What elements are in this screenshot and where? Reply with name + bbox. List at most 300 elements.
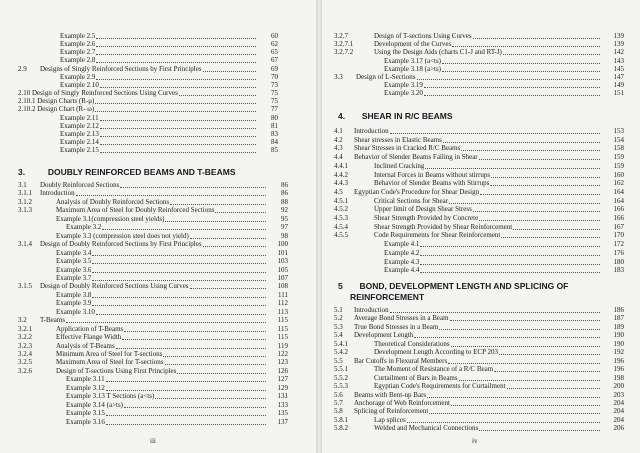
toc-leader-dots	[491, 177, 600, 178]
toc-entry-page: 62	[271, 40, 278, 49]
toc-entry-page: 204	[613, 415, 624, 424]
toc-entry-number: 4.5.4	[334, 222, 348, 231]
toc-entry-title: Design of L-Sections	[356, 73, 416, 81]
toc-entry-page: 86	[281, 181, 288, 189]
toc-entry-page: 172	[613, 240, 624, 249]
toc-entry-number: 5.8.1	[334, 415, 348, 424]
toc-entry-page: 206	[613, 424, 624, 433]
toc-entry-number: 5.8.2	[334, 424, 348, 433]
toc-leader-dots	[163, 356, 266, 357]
toc-leader-dots	[179, 95, 256, 96]
chapter-title: BOND, DEVELOPMENT LENGTH AND SPLICING OF	[359, 281, 569, 291]
toc-entry-title: Example 3.6	[56, 265, 92, 274]
toc-entry-page: 60	[271, 32, 278, 40]
toc-entry-page: 80	[271, 113, 278, 122]
toc-entry-page: 153	[613, 127, 624, 135]
toc-entry-page: 123	[277, 358, 288, 367]
toc-entry-number: 3.1.4	[18, 240, 32, 249]
toc-leader-dots	[96, 79, 256, 80]
toc-entry-title: Introduction	[354, 306, 389, 314]
toc-entry-title: Code Requirements for Shear Reinforcement	[374, 231, 501, 240]
toc-entry-title: Upper limit of Design Shear Stress	[374, 205, 472, 214]
toc-leader-dots	[479, 220, 600, 221]
toc-leader-dots	[122, 339, 266, 340]
toc-leader-dots	[170, 204, 266, 205]
toc-entry-title: Example 3.8	[56, 290, 92, 299]
toc-entry-page: 115	[277, 324, 288, 333]
toc-entry-page: 160	[613, 170, 624, 179]
toc-leader-dots	[490, 185, 600, 186]
toc-entry-title: 2.10.1 Design Charts (R-μ)	[18, 97, 95, 106]
toc-entry-title: Beams with Bent-up Bars	[354, 390, 427, 399]
toc-leader-dots	[66, 322, 266, 323]
toc-entry-page: 196	[613, 365, 624, 374]
toc-entry-page: 131	[277, 392, 288, 401]
page-number-footer: iv	[472, 437, 478, 445]
toc-entry-title: Development Length	[354, 331, 414, 340]
toc-entry-number: 4.4.1	[334, 161, 348, 170]
toc-entry	[322, 197, 632, 206]
toc-leader-dots	[420, 246, 600, 247]
toc-entry-number: 4.3	[334, 144, 343, 153]
toc-entry-page: 164	[613, 187, 624, 196]
toc-entry-title: Development of the Curves	[374, 40, 452, 49]
toc-entry-number: 5.2	[334, 314, 343, 323]
toc-leader-dots	[106, 424, 266, 425]
toc-entry-number: 3.2.4	[18, 350, 32, 358]
toc-entry-title: Example 3.11	[66, 375, 105, 384]
toc-entry-title: Application of T-Beams	[56, 324, 124, 333]
toc-entry-title: Minimum Area of Steel for T-sections	[56, 350, 163, 358]
toc-entry-page: 126	[277, 366, 288, 375]
toc-leader-dots	[420, 255, 600, 256]
toc-entry-number: 3.2	[18, 316, 27, 325]
toc-entry-page: 166	[613, 205, 624, 214]
toc-entry-title: Theoretical Considerations	[374, 339, 450, 348]
toc-leader-dots	[494, 371, 600, 372]
toc-entry-title: Introduction	[354, 127, 389, 135]
toc-leader-dots	[106, 390, 266, 391]
toc-entry-page: 167	[613, 222, 624, 231]
toc-entry-page: 107	[277, 273, 288, 282]
toc-entry-title: Example 2.9	[60, 72, 96, 81]
toc-entry-title: Maximum Area of Steel for T-sections	[56, 358, 164, 367]
toc-entry-page: 145	[613, 64, 624, 73]
toc-leader-dots	[420, 264, 600, 265]
toc-entry-page: 73	[271, 80, 278, 89]
toc-leader-dots	[92, 280, 266, 281]
toc-entry-title: Critical Sections for Shear	[374, 196, 449, 205]
toc-entry-page: 198	[613, 373, 624, 382]
toc-leader-dots	[450, 320, 600, 321]
toc-entry-title: Behavior of Slender Beams Failing in Shear	[354, 153, 478, 162]
toc-entry-page: 162	[613, 179, 624, 188]
toc-entry-title: Example 3.9	[56, 299, 92, 308]
toc-leader-dots	[429, 413, 600, 414]
toc-entry-page: 187	[613, 314, 624, 323]
toc-leader-dots	[507, 388, 600, 389]
toc-entry-page: 192	[613, 348, 624, 357]
toc-leader-dots	[116, 348, 266, 349]
toc-entry-title: Design of T-sections Using First Principles	[56, 366, 177, 375]
toc-leader-dots	[513, 229, 600, 230]
toc-leader-dots	[124, 407, 266, 408]
toc-leader-dots	[96, 38, 256, 39]
toc-entry-number: 5.5.1	[334, 365, 348, 374]
toc-entry-page: 200	[613, 382, 624, 391]
toc-entry-page: 190	[613, 331, 624, 340]
toc-entry	[322, 144, 632, 153]
toc-entry	[0, 418, 310, 427]
chapter-5-heading	[338, 281, 568, 292]
toc-entry-title: Analysis of T-Beams	[56, 341, 115, 350]
toc-leader-dots	[203, 246, 266, 247]
toc-entry-page: 119	[277, 341, 288, 350]
toc-leader-dots	[442, 63, 600, 64]
toc-entry-title: Designs of Singly Reinforced Sections by First Principles	[40, 64, 202, 73]
toc-leader-dots	[479, 159, 600, 160]
toc-leader-dots	[442, 71, 600, 72]
toc-leader-dots	[92, 272, 266, 273]
toc-entry-title: True Bond Stresses in a Beam	[354, 322, 439, 331]
toc-entry-page: 88	[281, 197, 288, 206]
toc-entry-page: 186	[613, 306, 624, 314]
toc-entry	[322, 162, 632, 171]
toc-entry-page: 115	[277, 316, 288, 325]
toc-entry-title: Anchorage of Web Reinforcement	[354, 398, 450, 407]
toc-entry-title: Example 2.14	[60, 137, 99, 146]
toc-entry	[322, 179, 632, 188]
toc-leader-dots	[420, 272, 600, 273]
toc-entry-number: 3.1.5	[18, 282, 32, 291]
toc-leader-dots	[96, 54, 256, 55]
toc-entry-number: 3.2.3	[18, 341, 32, 350]
toc-entry-title: Development Length According to ECP 203	[374, 348, 498, 357]
toc-entry-page: 159	[613, 153, 624, 162]
toc-entry-page: 183	[613, 266, 624, 275]
toc-entry-page: 86	[281, 189, 288, 198]
toc-entry	[322, 214, 632, 223]
toc-entry-page: 97	[281, 223, 288, 232]
toc-entry-title: Welded and Mechanical Connections	[374, 424, 479, 433]
toc-entry-page: 135	[277, 409, 288, 418]
toc-entry-number: 3.2.7.2	[334, 48, 354, 57]
page-number-footer: iii	[150, 437, 156, 445]
toc-entry-number: 4.5.1	[334, 196, 348, 205]
toc-leader-dots	[451, 346, 600, 347]
toc-leader-dots	[120, 187, 266, 188]
toc-leader-dots	[417, 79, 601, 80]
toc-entry-page: 139	[613, 32, 624, 40]
chapter-number: 4.	[338, 111, 346, 121]
toc-entry-title: Example 3.1(compression steel yields)	[56, 214, 165, 223]
toc-entry	[322, 171, 632, 180]
toc-entry-number: 3.1.2	[18, 197, 32, 206]
toc-leader-dots	[100, 136, 256, 137]
toc-leader-dots	[92, 255, 266, 256]
toc-leader-dots	[203, 71, 256, 72]
toc-leader-dots	[448, 363, 600, 364]
toc-leader-dots	[461, 150, 600, 151]
toc-entry-page: 196	[613, 356, 624, 365]
toc-entry-number: 4.4.3	[334, 179, 348, 188]
toc-entry-title: Example 2.15	[60, 146, 99, 155]
toc-leader-dots	[443, 142, 600, 143]
toc-leader-dots	[459, 380, 600, 381]
toc-entry-number: 3.2.6	[18, 366, 32, 375]
toc-leader-dots	[102, 229, 266, 230]
toc-entry-title: 2.10 Design of Singly Reinforced Sections Using Curves	[18, 89, 178, 98]
toc-entry-page: 204	[613, 407, 624, 416]
toc-entry-number: 4.5	[334, 187, 343, 196]
toc-entry-number: 4.2	[334, 135, 343, 144]
toc-entry-number: 3.2.7	[334, 32, 348, 40]
toc-leader-dots	[190, 238, 266, 239]
toc-leader-dots	[106, 381, 266, 382]
toc-entry-title: Example 4.2	[384, 248, 420, 257]
toc-leader-dots	[100, 87, 256, 88]
toc-leader-dots	[92, 263, 266, 264]
toc-entry-number: 3.2.1	[18, 324, 32, 333]
toc-leader-dots	[452, 46, 600, 47]
toc-entry-page: 147	[613, 73, 624, 81]
toc-leader-dots	[499, 354, 600, 355]
toc-entry	[322, 188, 632, 197]
chapter-number: 5	[338, 281, 343, 291]
toc-entry-title: Example 3.12	[66, 383, 105, 392]
toc-leader-dots	[124, 331, 266, 332]
toc-entry-number: 5.1	[334, 306, 343, 314]
toc-leader-dots	[480, 194, 600, 195]
toc-entry-title: Behavior of Slender Beams with Stirrups	[374, 179, 490, 188]
toc-entry-number: 3.2.5	[18, 358, 32, 367]
toc-entry	[322, 424, 632, 433]
toc-leader-dots	[100, 144, 256, 145]
toc-entry-number: 3.2.2	[18, 333, 32, 342]
toc-entry-title: Effective Flange Width	[56, 333, 122, 342]
toc-entry-page: 67	[271, 56, 278, 65]
toc-entry-title: 2.10.2 Design Chart (R- ω)	[18, 105, 95, 114]
toc-entry	[322, 240, 632, 249]
toc-leader-dots	[100, 152, 256, 153]
toc-entry-title: Lap splices	[374, 415, 406, 424]
toc-entry-page: 98	[281, 231, 288, 240]
toc-entry	[322, 205, 632, 214]
toc-entry-title: Example 4.4	[384, 266, 420, 275]
toc-entry-title: Example 2.13	[60, 129, 99, 138]
toc-entry-number: 5.6	[334, 390, 343, 399]
toc-entry	[322, 258, 632, 267]
toc-entry-number: 5.3	[334, 322, 343, 331]
toc-entry-page: 113	[277, 307, 288, 316]
toc-entry-page: 164	[613, 196, 624, 205]
toc-entry-title: Example 3.7	[56, 273, 92, 282]
chapter-5-heading-line2	[350, 292, 424, 303]
toc-entry-page: 105	[277, 265, 288, 274]
toc-entry-page: 85	[271, 146, 278, 155]
toc-entry-title: Example 3.2	[66, 223, 102, 232]
toc-entry-title: Example 2.12	[60, 121, 99, 130]
toc-leader-dots	[165, 221, 266, 222]
toc-leader-dots	[451, 405, 600, 406]
toc-entry-page: 92	[281, 206, 288, 215]
toc-entry-title: Splicing of Reinforcement	[354, 407, 429, 416]
toc-entry-page: 103	[277, 257, 288, 266]
toc-entry-page: 203	[613, 390, 624, 399]
toc-leader-dots	[215, 212, 266, 213]
toc-entry-title: Example 2.8	[60, 56, 96, 65]
toc-entry-number: 3.3	[334, 73, 343, 81]
toc-entry-page: 95	[281, 214, 288, 223]
toc-entry-number: 4.4.2	[334, 170, 348, 179]
toc-entry-page: 100	[277, 240, 288, 249]
chapter-3-heading	[18, 167, 236, 178]
toc-entry-page: 83	[271, 129, 278, 138]
toc-entry-number: 5.4	[334, 331, 343, 340]
toc-entry-title: Example 3.20	[384, 89, 423, 98]
toc-entry-page: 115	[277, 333, 288, 342]
toc-entry-page: 122	[277, 350, 288, 358]
toc-entry-number: 4.5.2	[334, 205, 348, 214]
toc-entry-page: 69	[271, 64, 278, 73]
toc-entry-number: 5.4.2	[334, 348, 348, 357]
toc-entry-page: 137	[277, 417, 288, 426]
toc-entry-number: 2.9	[18, 64, 27, 73]
toc-entry	[322, 266, 632, 275]
toc-entry-title: The Moment of Resistance of a R/C Beam	[374, 365, 494, 374]
toc-entry	[322, 223, 632, 232]
toc-entry	[322, 249, 632, 258]
toc-entry-number: 5.5.3	[334, 382, 348, 391]
toc-entry-number: 3.1	[18, 181, 27, 189]
toc-entry-page: 189	[613, 322, 624, 331]
toc-entry-page: 154	[613, 135, 624, 144]
toc-entry-title: Design of T-sections Using Curves	[374, 32, 472, 40]
toc-entry-page: 204	[613, 398, 624, 407]
toc-leader-dots	[424, 95, 600, 96]
toc-entry-title: Doubly Reinforced Sections	[40, 181, 120, 189]
toc-leader-dots	[479, 430, 600, 431]
toc-entry-title: Example 3.16	[66, 417, 105, 426]
toc-entry-title: Shear Stresses in Cracked R/C Beams	[354, 144, 461, 153]
toc-entry-page: 81	[271, 121, 278, 130]
toc-entry-title: Example 4.1	[384, 240, 420, 249]
toc-entry-title: Analysis of Doubly Reinforced Sections	[56, 197, 170, 206]
toc-leader-dots	[95, 103, 256, 104]
toc-entry-title: Egyptian Code's Requirements for Curtailment	[374, 382, 506, 391]
left-page	[0, 0, 316, 453]
toc-leader-dots	[155, 398, 266, 399]
toc-entry-page: 190	[613, 339, 624, 348]
toc-entry-page: 129	[277, 383, 288, 392]
toc-leader-dots	[424, 87, 600, 88]
toc-entry-page: 111	[278, 290, 288, 299]
toc-entry-title: Example 3.15	[66, 409, 105, 418]
toc-entry-page: 139	[613, 40, 624, 49]
toc-entry-page: 142	[613, 48, 624, 57]
toc-entry-page: 149	[613, 81, 624, 90]
toc-leader-dots	[390, 133, 600, 134]
toc-leader-dots	[165, 364, 266, 365]
toc-leader-dots	[425, 168, 600, 169]
toc-leader-dots	[501, 237, 600, 238]
toc-entry-page: 166	[613, 214, 624, 222]
toc-entry-number: 5.8	[334, 407, 343, 416]
toc-entry-title: Egyptian Code's Procedure for Shear Design	[354, 187, 480, 196]
toc-entry-page: 143	[613, 56, 624, 65]
toc-leader-dots	[427, 397, 600, 398]
toc-leader-dots	[190, 288, 266, 289]
toc-entry-title: Example 3.10	[56, 307, 95, 316]
toc-leader-dots	[473, 38, 600, 39]
toc-entry-page: 170	[613, 231, 624, 240]
toc-leader-dots	[95, 111, 256, 112]
toc-entry	[322, 127, 632, 136]
toc-entry-title: Example 3.5	[56, 257, 92, 266]
toc-entry	[322, 136, 632, 145]
toc-entry-number: 4.4	[334, 153, 343, 162]
toc-entry-title: T-Beams	[40, 316, 66, 325]
toc-entry-title: Example 2.5	[60, 32, 96, 40]
toc-leader-dots	[473, 211, 600, 212]
toc-entry-page: 75	[271, 97, 278, 106]
toc-leader-dots	[100, 128, 256, 129]
toc-leader-dots	[96, 62, 256, 63]
toc-entry-page: 65	[271, 48, 278, 57]
toc-entry-title: Example 3.3 (compression steel does not yield)	[56, 231, 189, 240]
toc-entry-title: Shear stresses in Elastic Beams	[354, 135, 442, 144]
toc-entry-title: Example 2.7	[60, 48, 96, 57]
toc-entry-page: 159	[613, 161, 624, 170]
toc-entry-page: 77	[271, 105, 278, 114]
toc-entry	[0, 146, 310, 155]
toc-entry-title: Example 3.13 T Sections (a<ts)	[66, 392, 155, 401]
toc-entry-title: Average Bond Stresses in a Beam	[354, 314, 449, 323]
toc-entry-title: Using the Design Aids (charts C1-J and RT-J)	[374, 48, 502, 57]
toc-leader-dots	[96, 314, 266, 315]
toc-leader-dots	[407, 422, 600, 423]
toc-entry-page: 158	[613, 144, 624, 153]
toc-entry	[322, 231, 632, 240]
toc-entry-number: 4.5.3	[334, 214, 348, 222]
toc-entry-number: 5.7	[334, 398, 343, 407]
toc-entry-title: Inclined Cracking	[374, 161, 425, 170]
toc-entry-page: 84	[271, 137, 278, 146]
toc-entry-title: Introduction	[40, 189, 75, 198]
toc-entry-number: 5.5.2	[334, 373, 348, 382]
toc-entry-title: Example 3.17 (a<ts)	[384, 56, 442, 65]
toc-leader-dots	[439, 329, 600, 330]
toc-entry-title: Example 4.3	[384, 257, 420, 266]
toc-entry-page: 108	[277, 282, 288, 291]
toc-entry-title: Example 3.4	[56, 248, 92, 257]
toc-entry-number: 3.1.1	[18, 189, 32, 198]
toc-entry-page: 127	[277, 375, 288, 384]
toc-entry-number: 5.5	[334, 356, 343, 365]
toc-leader-dots	[76, 195, 266, 196]
toc-entry	[322, 89, 632, 98]
toc-entry-title: Internal Forces in Beams without stirrups	[374, 170, 491, 179]
toc-leader-dots	[96, 46, 256, 47]
toc-entry-title: Example 2.6	[60, 40, 96, 49]
toc-entry-title: Shear Strength Provided by Concrete	[374, 214, 479, 222]
toc-entry-title: Design of Doubly Reinforced Sections Using Curves	[40, 282, 189, 291]
toc-leader-dots	[92, 297, 266, 298]
toc-entry-title: Example 2.10	[60, 80, 99, 89]
toc-leader-dots	[106, 415, 266, 416]
toc-entry-title: Maximum Area of Steel for Doubly Reinforced Sections	[56, 206, 215, 215]
toc-entry-number: 3.2.7.1	[334, 40, 354, 49]
